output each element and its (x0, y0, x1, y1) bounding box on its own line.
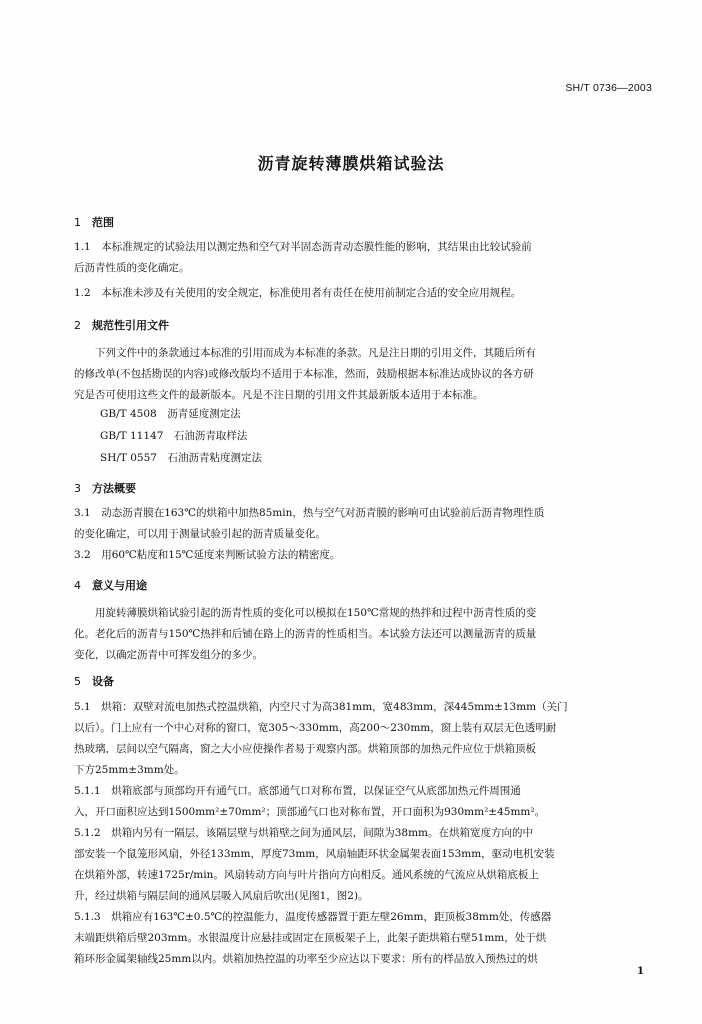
text-line: 5.1.1 烘箱底部与顶部均开有通气口。底部通气口对称布置，以保证空气从底部加热元件周围通 (74, 785, 521, 797)
section-1-heading (74, 214, 114, 230)
page-number: 1 (637, 966, 644, 977)
text-line: 热玻璃，层间以空气隔离，窗之大小应使操作者易于观察内部。烘箱顶部的加热元件应位于烘箱顶板 (74, 743, 536, 755)
reference-item: SH/T 0557 石油沥青粘度测定法 (100, 452, 262, 464)
text-line: 箱环形金属架轴线25mm以内。烘箱加热控温的功率至少应达以下要求：所有的样品放入预热过的烘 (74, 953, 538, 965)
text-line: 1.2 本标准未涉及有关使用的安全规定，标准使用者有责任在使用前制定合适的安全应用规程。 (74, 287, 522, 299)
section-title: 方法概要 (92, 482, 136, 495)
text-line: 后沥青性质的变化确定。 (74, 262, 190, 274)
paragraph-5-1-3 (74, 907, 652, 970)
section-4-heading (74, 577, 147, 593)
paragraph-5-1-2 (74, 823, 652, 907)
section-number: 2 (74, 319, 81, 332)
text-line: 化。老化后的沥青与150℃热拌和后铺在路上的沥青的性质相当。本试验方法还可以测量沥青的质量 (74, 628, 537, 640)
text-line: 变化，以确定沥青中可挥发组分的多少。 (74, 649, 263, 661)
section-title: 意义与用途 (92, 579, 147, 592)
section-3-heading (74, 480, 136, 496)
text-line: 部安装一个鼠笼形风扇，外径133mm，厚度73mm，风扇轴距环状金属架表面153mm，驱动电机安装 (74, 848, 555, 860)
text-line: 在烘箱外部，转速1725r/min。风扇转动方向与叶片指向方向相反。通风系统的气流应从烘箱底板上 (74, 869, 539, 881)
text-line: 入，开口面积应达到1500mm²±70mm²；顶部通气口也对称布置，开口面积为930mm²±45mm²。 (74, 806, 546, 818)
text-line: 3.1 动态沥青膜在163℃的烘箱中加热85min，热与空气对沥青膜的影响可由试验前后沥青物理性质 (74, 507, 545, 519)
text-line: 升，经过烘箱与隔层间的通风层吸入风扇后吹出(见图1，图2)。 (74, 890, 369, 902)
paragraph-2 (74, 343, 652, 406)
text-line: 下列文件中的条款通过本标准的引用而成为本标准的条款。凡是注日期的引用文件，其随后所有 (74, 347, 536, 359)
section-number: 5 (74, 675, 81, 688)
section-title: 设备 (92, 675, 114, 688)
paragraph-1-1 (74, 237, 652, 279)
section-5-heading (74, 673, 114, 689)
reference-item: GB/T 4508 沥青延度测定法 (100, 408, 241, 420)
text-line: 的变化确定，可以用于测量试验引起的沥青质量变化。 (74, 528, 326, 540)
text-line: 5.1.2 烘箱内另有一隔层，该隔层壁与烘箱壁之间为通风层，间隙为38mm。在烘箱宽度方向的中 (74, 827, 533, 839)
text-line: 1.1 本标准规定的试验法用以测定热和空气对半固态沥青动态膜性能的影响，其结果由比较试验前 (74, 241, 532, 253)
text-line: 的修改单(不包括勘误的内容)或修改版均不适用于本标准，然而，鼓励根据本标准达成协议的各方研 (74, 368, 534, 380)
section-number: 4 (74, 579, 81, 592)
text-line: 下方25mm±3mm处。 (74, 764, 185, 776)
section-number: 1 (74, 216, 81, 229)
paragraph-3-2 (74, 545, 652, 566)
section-title: 范围 (92, 216, 114, 229)
text-line: 用旋转薄膜烘箱试验引起的沥青性质的变化可以模拟在150℃常规的热拌和过程中沥青性质的变 (74, 607, 537, 619)
paragraph-4 (74, 603, 652, 666)
paragraph-3-1 (74, 503, 652, 545)
section-title: 规范性引用文件 (92, 319, 169, 332)
paragraph-5-1-1 (74, 781, 652, 823)
text-line: 5.1 烘箱：双壁对流电加热式控温烘箱，内空尺寸为高381mm，宽483mm，深445mm±13mm（关门 (74, 701, 568, 713)
section-number: 3 (74, 482, 81, 495)
document-title: 沥青旋转薄膜烘箱试验法 (257, 154, 445, 173)
standard-code: SH/T 0736—2003 (565, 82, 652, 94)
text-line: 究是否可使用这些文件的最新版本。凡是不注日期的引用文件其最新版本适用于本标准。 (74, 389, 484, 401)
section-2-heading (74, 317, 169, 333)
text-line: 以后）。门上应有一个中心对称的窗口，宽305～330mm，高200～230mm，窗上装有双层无色透明耐 (74, 722, 557, 734)
text-line: 末端距烘箱后壁203mm。水银温度计应悬挂或固定在顶板架子上，此架子距烘箱右壁51mm，处于烘 (74, 932, 547, 944)
paragraph-5-1 (74, 697, 652, 781)
paragraph-1-2 (74, 283, 652, 304)
text-line: 3.2 用60℃粘度和15℃延度来判断试验方法的精密度。 (74, 549, 341, 561)
text-line: 5.1.3 烘箱应有163℃±0.5℃的控温能力，温度传感器置于距左壁26mm，距顶板38mm处，传感器 (74, 911, 552, 923)
reference-item: GB/T 11147 石油沥青取样法 (100, 430, 248, 442)
